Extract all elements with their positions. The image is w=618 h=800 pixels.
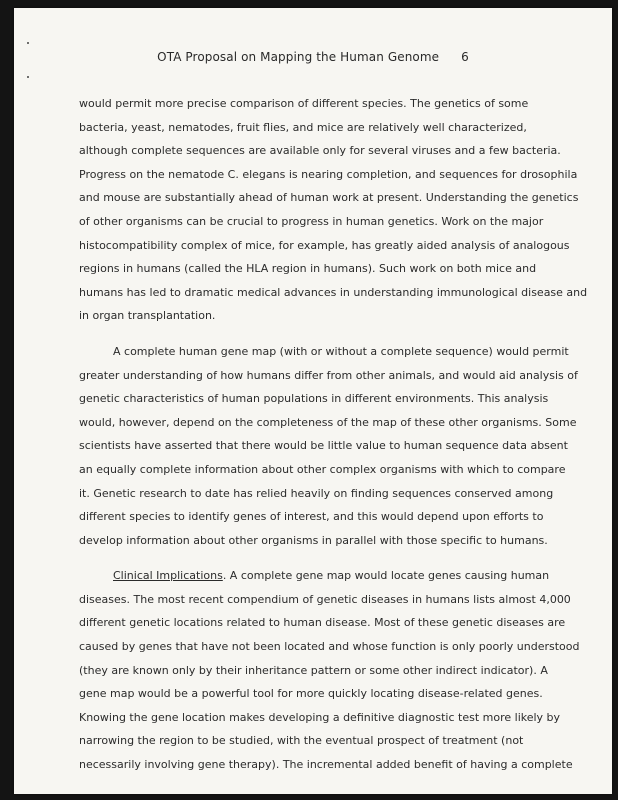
page-body bbox=[79, 92, 588, 789]
text-line: bacteria, yeast, nematodes, fruit flies, and mice are relatively well characterized, bbox=[79, 120, 527, 134]
text-line: narrowing the region to be studied, with the eventual prospect of treatment (not bbox=[79, 734, 524, 748]
text-line: A complete human gene map (with or without a complete sequence) would permit bbox=[113, 344, 569, 358]
text-line: histocompatibility complex of mice, for example, has greatly aided analysis of analogous bbox=[79, 238, 570, 252]
text-line: an equally complete information about other complex organisms with which to compare bbox=[79, 462, 566, 476]
text-line: of other organisms can be crucial to progress in human genetics. Work on the major bbox=[79, 214, 544, 228]
text-line: Knowing the gene location makes developing a definitive diagnostic test more likely by bbox=[79, 710, 561, 724]
text-line: regions in humans (called the HLA region in humans). Such work on both mice and bbox=[79, 262, 537, 276]
paragraph-gene-map-understanding bbox=[79, 340, 578, 552]
text-line: and mouse are substantially ahead of human work at present. Understanding the genetics bbox=[79, 191, 579, 205]
text-line: scientists have asserted that there would be little value to human sequence data absent bbox=[79, 439, 568, 453]
text-line: humans has led to dramatic medical advances in understanding immunological disease and bbox=[79, 285, 588, 299]
scan-speck bbox=[27, 42, 29, 44]
text-line: different species to identify genes of interest, and this would depend upon efforts to bbox=[79, 510, 544, 524]
text-line: would permit more precise comparison of different species. The genetics of some bbox=[79, 97, 529, 110]
text-line bbox=[79, 564, 549, 588]
text-line: diseases. The most recent compendium of genetic diseases in humans lists almost 4,000 bbox=[79, 592, 571, 606]
text-line: although complete sequences are available only for several viruses and a few bacteria. bbox=[79, 144, 561, 158]
page-number: 6 bbox=[461, 50, 469, 64]
text-line: genetic characteristics of human populations in different environments. This analysis bbox=[79, 392, 549, 406]
text-line: (they are known only by their inheritance pattern or some other indirect indicator). A bbox=[79, 663, 548, 677]
text-fragment: . A complete gene map would locate genes causing human bbox=[222, 569, 550, 583]
paragraph-species-comparison bbox=[79, 92, 588, 328]
text-line: Progress on the nematode C. elegans is nearing completion, and sequences for drosophila bbox=[79, 167, 578, 181]
text-line: necessarily involving gene therapy). The incremental added benefit of having a complete bbox=[79, 758, 573, 772]
document-page bbox=[14, 8, 612, 794]
text-line: greater understanding of how humans differ from other animals, and would aid analysis of bbox=[79, 368, 578, 382]
text-line: it. Genetic research to date has relied heavily on finding sequences conserved among bbox=[79, 486, 554, 500]
section-heading: Clinical Implications bbox=[113, 569, 223, 583]
text-line: would, however, depend on the completeness of the map of these other organisms. Some bbox=[79, 415, 577, 429]
header-title: OTA Proposal on Mapping the Human Genome bbox=[157, 50, 440, 64]
text-line: develop information about other organisms in parallel with those specific to humans. bbox=[79, 533, 548, 547]
text-line: caused by genes that have not been located and whose function is only poorly understood bbox=[79, 640, 580, 654]
text-line: gene map would be a powerful tool for more quickly locating disease-related genes. bbox=[79, 687, 543, 701]
page-header bbox=[14, 50, 612, 64]
paragraph-clinical-implications bbox=[79, 564, 580, 776]
text-line: in organ transplantation. bbox=[79, 309, 216, 323]
text-line: different genetic locations related to human disease. Most of these genetic diseases are bbox=[79, 616, 566, 630]
scan-speck bbox=[27, 76, 29, 78]
